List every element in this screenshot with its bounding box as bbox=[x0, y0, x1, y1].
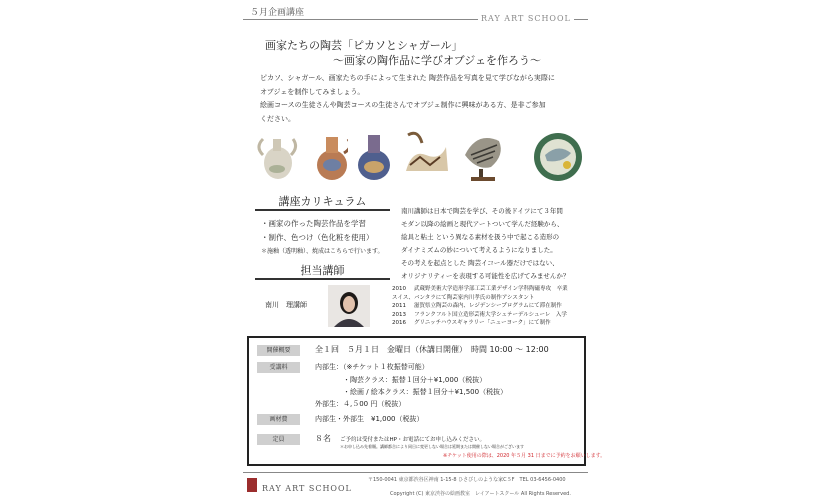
curriculum-item: ・画家の作った陶芸作品を学習 bbox=[261, 219, 366, 228]
curriculum-note: ＊施釉（透明釉）、焼成はこちらで行います。 bbox=[261, 248, 384, 255]
blue-vase-photo bbox=[348, 125, 400, 185]
intro-line: ください。 bbox=[260, 114, 295, 123]
material-value: 内部生・外部生 ¥1,000（税抜） bbox=[315, 415, 424, 423]
instructor-name: 南川 理講師 bbox=[265, 301, 307, 309]
bio-line: その考えを起点とした 陶芸イコール器だけではない、 bbox=[401, 259, 559, 267]
history-text: 武蔵野美術大学造形学部工芸工業デザイン学科陶磁専攻 卒業 bbox=[414, 286, 568, 292]
instructor-bio bbox=[401, 205, 591, 283]
material-tag: 画材費 bbox=[257, 414, 300, 425]
fee-internal: 内部生：（※チケット１枚振替可能） bbox=[315, 363, 429, 371]
history-row bbox=[392, 294, 568, 303]
capacity-tag: 定員 bbox=[257, 434, 300, 445]
ticket-note: ※チケット使用の際は、2020 年５月 31 日までに予約をお願いします。 bbox=[443, 453, 606, 459]
history-row bbox=[392, 311, 568, 320]
schedule-tag: 開催概要 bbox=[257, 345, 300, 356]
fee-tag: 受講料 bbox=[257, 362, 300, 373]
green-plate-photo bbox=[533, 125, 583, 185]
capacity-note: ご予約は受付またはHP・お電話にてお申し込みください。 bbox=[340, 437, 485, 443]
instructor-photo bbox=[328, 285, 370, 327]
white-jug-photo bbox=[253, 125, 305, 185]
intro-line: ピカソ、シャガール、画家たちの手によって生まれた 陶芸作品を写真を見て学びながら実際に bbox=[260, 74, 555, 82]
history-row bbox=[392, 285, 568, 294]
history-year: 2013 bbox=[392, 311, 406, 318]
schedule-value: 全１回 ５月１日 金曜日（休講日開催） 時間 10:00 〜 12:00 bbox=[315, 345, 549, 354]
fee-external: 外部生：４,５00 円（税抜） bbox=[315, 400, 406, 408]
history-text: グリニッチハウスギャラリー「ニューヨーク」にて制作 bbox=[414, 320, 551, 326]
curriculum-list bbox=[261, 217, 383, 259]
history-text: バンタラにて陶芸家内川孝氏の制作アシスタント bbox=[414, 294, 535, 301]
bio-line: 南川講師は日本で陶芸を学び、その後ドイツにて３年間 bbox=[401, 207, 563, 215]
intro-line: 絵画コースの生徒さんや陶芸コースの生徒さんでオブジェ制作に興味がある方、是非ご参加 bbox=[260, 101, 546, 109]
bio-line: ダイナミズムの妙について考えるようになりました。 bbox=[401, 246, 557, 254]
bird-sculpture-photo bbox=[457, 125, 509, 185]
bio-line: モダン以降の絵画と現代アートついて学んだ経験から、 bbox=[401, 220, 564, 228]
instructor-history bbox=[392, 285, 568, 328]
curriculum-divider bbox=[255, 209, 390, 211]
intro-text bbox=[260, 72, 590, 126]
logo-icon bbox=[247, 478, 257, 492]
history-year: 2011 bbox=[392, 303, 406, 309]
bio-line: 絵具と粘土 という異なる素材を扱う中で起こる造形の bbox=[401, 233, 560, 241]
header-brand: RAY ART SCHOOL bbox=[478, 14, 574, 23]
history-row bbox=[392, 302, 568, 311]
curriculum-heading: 講座カリキュラム bbox=[278, 195, 367, 208]
history-year: 2010 bbox=[392, 286, 406, 292]
history-text: 滋賀県立陶芸の森内、レジデンシープログラムにて滞在制作 bbox=[414, 303, 562, 309]
footer-copyright: Copyright (C) 東京渋谷の絵画教室 レイアートスクール All Rights Reserved. bbox=[390, 491, 571, 497]
history-row bbox=[392, 319, 568, 328]
fee-pottery: ・陶芸クラス：振替１回分＋¥1,000（税抜） bbox=[343, 376, 487, 384]
footer-divider bbox=[243, 472, 588, 473]
capacity-value: ８名 bbox=[315, 434, 331, 443]
curriculum-item: ・制作、色つけ（色化粧を使用） bbox=[261, 233, 374, 242]
bull-figure-photo bbox=[400, 125, 452, 185]
instructor-divider bbox=[255, 278, 390, 280]
footer-brand: RAY ART SCHOOL bbox=[262, 484, 352, 493]
intro-line: オブジェを制作してみましょう。 bbox=[260, 87, 365, 96]
fee-painting: ・絵画 / 絵本クラス：振替１回分＋¥1,500（税抜） bbox=[343, 388, 508, 396]
footer-address: 〒150-0041 東京都渋谷区神南 1-15-8 ひさびしのような家C５F TEL 03-6456-0400 bbox=[368, 477, 566, 483]
page-subtitle: 〜画家の陶作品に学びオブジェを作ろう〜 bbox=[333, 54, 542, 67]
history-year: スイス、 bbox=[392, 294, 415, 301]
history-year: 2016 bbox=[392, 320, 406, 326]
page-title: 画家たちの陶芸「ピカソとシャガール」 bbox=[265, 39, 463, 52]
bio-line: オリジナリティーを表現する可能性を広げてみませんか？ bbox=[401, 272, 570, 280]
history-text: フランクフルト国立造形芸術大学シュテーデルシューレ 入学 bbox=[414, 311, 567, 318]
instructor-heading: 担当講師 bbox=[300, 264, 345, 277]
header-label: ５月企画講座 bbox=[250, 8, 305, 18]
capacity-note: ＊お申し込み先着順。講師都合により同日に変更しない場合は延期または開催しない場合がございます bbox=[340, 444, 524, 449]
